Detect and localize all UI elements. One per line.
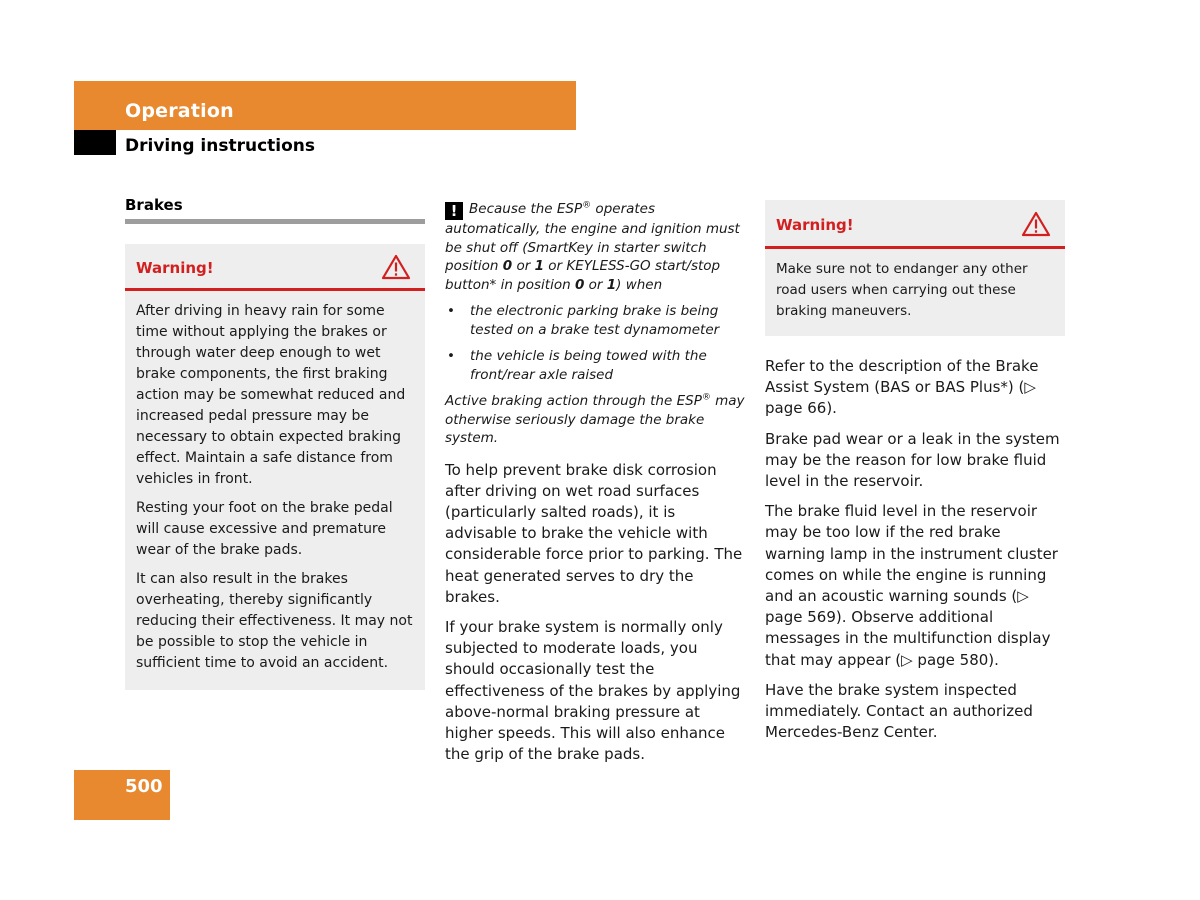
body-paragraph: To help prevent brake disk corrosion after driving on wet road surfaces (particularly salted roads), it is advisable to brake the vehicle with considerable force prior to parking. The heat generated serves to dry the brakes.: [445, 460, 743, 606]
registered-mark: ®: [582, 200, 592, 211]
notice-text: or: [512, 258, 535, 274]
page-number: 500: [125, 776, 163, 797]
brakes-heading: Brakes: [125, 196, 183, 214]
esp-damage-note: [445, 392, 747, 448]
warning-paragraph: After driving in heavy rain for some time without applying the brakes or through water deep enough to wet brake components, the first braking action may be somewhat reduced and increased pedal pressure may be necessary to obtain expected braking effect. Maintain a safe distance from vehicles in front.: [136, 303, 406, 487]
position-value: 0: [502, 258, 513, 274]
notice-text: Because the ESP: [469, 201, 583, 217]
warning-body: [125, 291, 425, 690]
note-text: Active braking action through the ESP: [445, 393, 702, 409]
warning-paragraph: Resting your foot on the brake pedal will cause excessive and premature wear of the brake pads.: [136, 500, 393, 558]
registered-mark: ®: [701, 392, 711, 403]
warning-box-maneuvers: [765, 200, 1065, 336]
note-text: may otherwise seriously damage the brake system.: [445, 393, 745, 446]
warning-body: [765, 249, 1065, 336]
warning-box-brakes: [125, 244, 425, 690]
column-middle: [445, 200, 747, 774]
body-paragraph: Have the brake system inspected immediately. Contact an authorized Mercedes-Benz Center.: [765, 680, 1033, 742]
heading-rule: [125, 219, 425, 224]
body-paragraph: If your brake system is normally only subjected to moderate loads, you should occasionally test the effectiveness of the brakes by applying above-normal braking pressure at higher speeds. This will also enhance the grip of the brake pads.: [445, 617, 741, 764]
body-paragraph: Brake pad wear or a leak in the system may be the reason for low brake fluid level in the reservoir.: [765, 429, 1060, 491]
warning-paragraph: Make sure not to endanger any other road users when carrying out these braking maneuvers.: [776, 261, 1028, 319]
section-title: Operation: [125, 100, 234, 122]
position-value: 1: [534, 258, 544, 274]
column-left: [125, 196, 425, 690]
notice-bullets: [445, 302, 747, 384]
exclamation-icon: !: [445, 202, 463, 220]
list-item: • the electronic parking brake is being tested on a brake test dynamometer: [445, 302, 747, 339]
list-item: • the vehicle is being towed with the front/rear axle raised: [445, 347, 747, 384]
warning-label: Warning!: [776, 216, 854, 234]
esp-notice: [445, 200, 747, 294]
warning-label: Warning!: [136, 259, 214, 277]
notice-text: or KEYLESS-GO start/stop button* in position: [445, 258, 721, 293]
warning-triangle-icon: [381, 254, 411, 280]
notice-text: ) when: [616, 276, 663, 293]
body-paragraph: Refer to the description of the Brake Assist System (BAS or BAS Plus*) (▷ page 66).: [765, 357, 1039, 418]
position-value: 1: [606, 276, 617, 293]
notice-text: or: [584, 276, 607, 293]
section-marker: [74, 130, 116, 155]
warning-paragraph: It can also result in the brakes overheating, thereby significantly reducing their effectiveness. It may not be possible to stop the vehicle in sufficient time to avoid an accident.: [136, 571, 413, 671]
subsection-title: Driving instructions: [125, 136, 316, 156]
warning-triangle-icon: [1021, 211, 1051, 237]
warning-header: [765, 200, 1065, 249]
warning-header: [125, 244, 425, 291]
column-right: [765, 200, 1065, 752]
notice-text: operates automatically, the engine and ignition must be shut off (SmartKey in starter switch position: [445, 201, 740, 274]
body-paragraph: The brake fluid level in the reservoir may be too low if the red brake warning lamp in the instrument cluster comes on while the engine is running and an acoustic warning sounds (▷ page 569). Observe additional messages in the multifunction display that may appear (▷ page 580).: [765, 502, 1058, 669]
position-value: 0: [574, 276, 585, 293]
